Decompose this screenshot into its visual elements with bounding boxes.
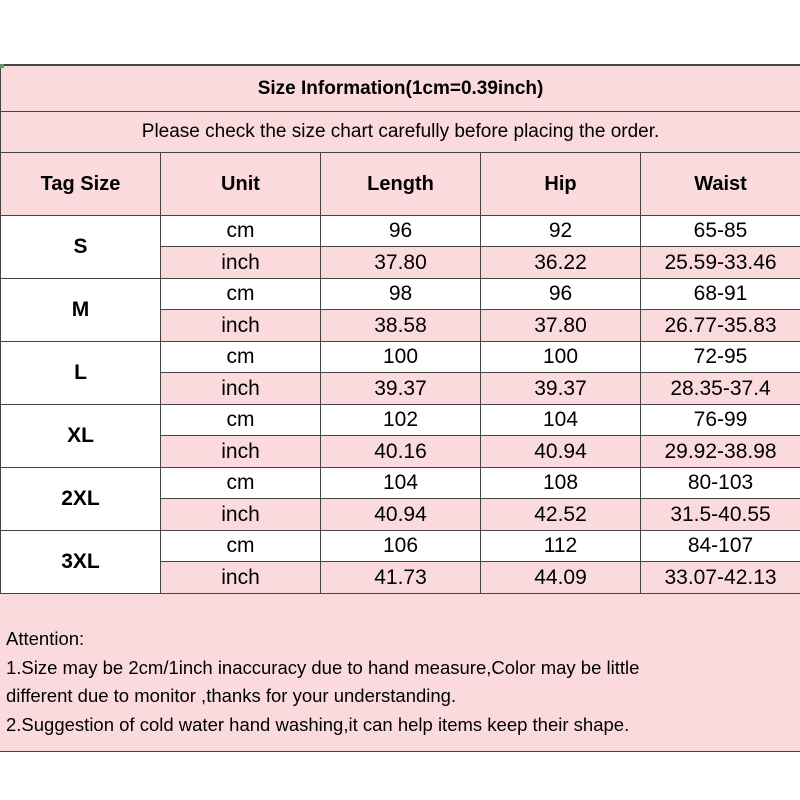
hip-inch-cell: 40.94 — [481, 436, 641, 468]
size-table — [0, 65, 800, 594]
header-tag-size: Tag Size — [1, 153, 161, 216]
waist-cm-cell: 72-95 — [641, 342, 800, 373]
corner-mark — [0, 64, 4, 68]
hip-inch-cell: 37.80 — [481, 310, 641, 342]
size-info-title: Size Information(1cm=0.39inch) — [1, 66, 800, 112]
waist-cm-cell: 68-91 — [641, 279, 800, 310]
size-row-cm — [1, 216, 800, 247]
unit-cm-cell: cm — [161, 468, 321, 499]
waist-inch-cell: 26.77-35.83 — [641, 310, 800, 342]
waist-cm-cell: 76-99 — [641, 405, 800, 436]
size-row-cm — [1, 342, 800, 373]
length-inch-cell: 39.37 — [321, 373, 481, 405]
length-cm-cell: 102 — [321, 405, 481, 436]
length-cm-cell: 96 — [321, 216, 481, 247]
unit-cm-cell: cm — [161, 342, 321, 373]
unit-inch-cell: inch — [161, 499, 321, 531]
waist-cm-cell: 80-103 — [641, 468, 800, 499]
hip-inch-cell: 44.09 — [481, 562, 641, 594]
tag-size-cell: 3XL — [1, 531, 161, 594]
length-inch-cell: 37.80 — [321, 247, 481, 279]
attention-line-1: 1.Size may be 2cm/1inch inaccuracy due to hand measure,Color may be little — [6, 656, 640, 678]
hip-cm-cell: 112 — [481, 531, 641, 562]
length-cm-cell: 106 — [321, 531, 481, 562]
waist-inch-cell: 29.92-38.98 — [641, 436, 800, 468]
header-hip: Hip — [481, 153, 641, 216]
attention-notes — [0, 621, 800, 739]
tag-size-cell: S — [1, 216, 161, 279]
notice-row — [1, 112, 800, 153]
attention-heading: Attention: — [6, 628, 85, 649]
unit-cm-cell: cm — [161, 405, 321, 436]
hip-cm-cell: 92 — [481, 216, 641, 247]
unit-inch-cell: inch — [161, 247, 321, 279]
length-cm-cell: 104 — [321, 468, 481, 499]
unit-cm-cell: cm — [161, 531, 321, 562]
hip-cm-cell: 108 — [481, 468, 641, 499]
attention-line-3: 2.Suggestion of cold water hand washing,it can help items keep their shape. — [6, 713, 630, 735]
hip-cm-cell: 104 — [481, 405, 641, 436]
size-row-cm — [1, 405, 800, 436]
size-row-cm — [1, 279, 800, 310]
size-row-cm — [1, 468, 800, 499]
length-cm-cell: 98 — [321, 279, 481, 310]
header-waist: Waist — [641, 153, 800, 216]
length-inch-cell: 38.58 — [321, 310, 481, 342]
waist-inch-cell: 25.59-33.46 — [641, 247, 800, 279]
attention-line-2: different due to monitor ,thanks for your understanding. — [6, 685, 457, 706]
hip-cm-cell: 96 — [481, 279, 641, 310]
size-chart-sheet — [0, 64, 800, 752]
waist-inch-cell: 33.07-42.13 — [641, 562, 800, 594]
order-notice: Please check the size chart carefully before placing the order. — [1, 112, 800, 153]
header-length: Length — [321, 153, 481, 216]
title-row — [1, 66, 800, 112]
tag-size-cell: L — [1, 342, 161, 405]
unit-cm-cell: cm — [161, 279, 321, 310]
hip-inch-cell: 39.37 — [481, 373, 641, 405]
header-row — [1, 153, 800, 216]
size-row-cm — [1, 531, 800, 562]
unit-inch-cell: inch — [161, 436, 321, 468]
header-unit: Unit — [161, 153, 321, 216]
waist-cm-cell: 84-107 — [641, 531, 800, 562]
waist-cm-cell: 65-85 — [641, 216, 800, 247]
unit-cm-cell: cm — [161, 216, 321, 247]
unit-inch-cell: inch — [161, 310, 321, 342]
hip-cm-cell: 100 — [481, 342, 641, 373]
hip-inch-cell: 36.22 — [481, 247, 641, 279]
tag-size-cell: M — [1, 279, 161, 342]
length-inch-cell: 40.94 — [321, 499, 481, 531]
hip-inch-cell: 42.52 — [481, 499, 641, 531]
tag-size-cell: XL — [1, 405, 161, 468]
length-inch-cell: 41.73 — [321, 562, 481, 594]
unit-inch-cell: inch — [161, 562, 321, 594]
waist-inch-cell: 28.35-37.4 — [641, 373, 800, 405]
length-cm-cell: 100 — [321, 342, 481, 373]
length-inch-cell: 40.16 — [321, 436, 481, 468]
unit-inch-cell: inch — [161, 373, 321, 405]
waist-inch-cell: 31.5-40.55 — [641, 499, 800, 531]
tag-size-cell: 2XL — [1, 468, 161, 531]
